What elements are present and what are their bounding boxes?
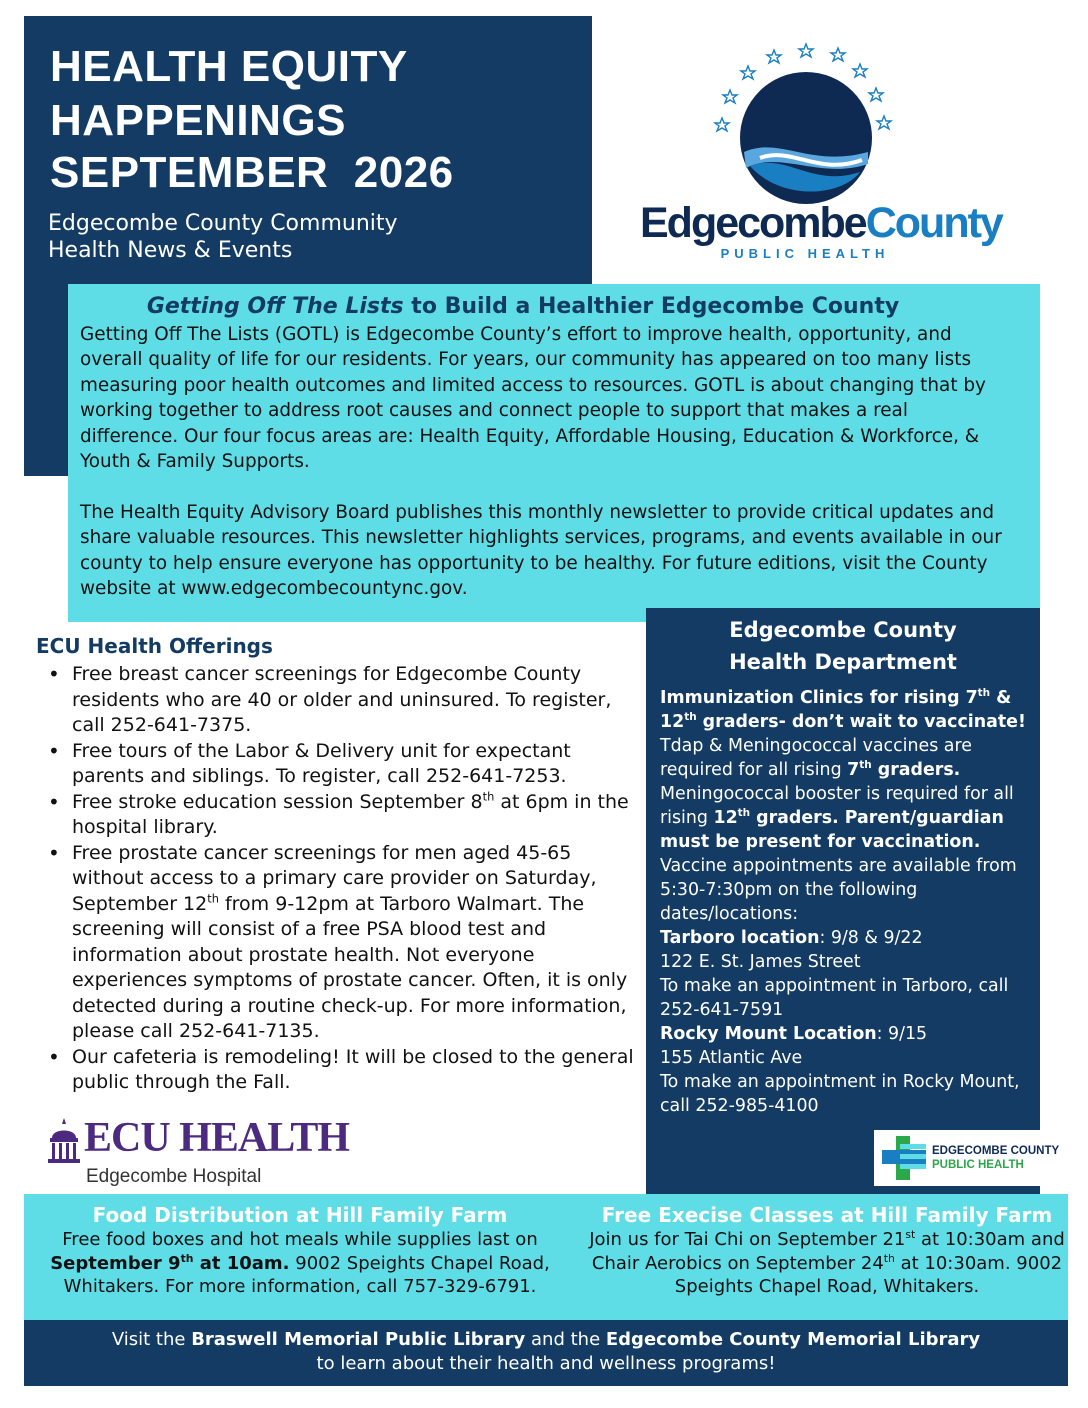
rocky-mount-address: 155 Atlantic Ave [660,1048,803,1068]
intro-section [68,284,1040,622]
ecu-cupola-icon [44,1116,84,1166]
intro-paragraph-newsletter: The Health Equity Advisory Board publishes this monthly newsletter to provide critical updates and share valuable resources. This newsletter highlights services, programs, and events available in our county to help ensure everyone has opportunity to be healthy. For future editions, visit the County website at www.edgecombecountync.gov. [80,502,1002,600]
newsletter-subtitle-line-2: Health News & Events [48,238,293,263]
badge-text: EDGECOMBE COUNTY PUBLIC HEALTH [932,1145,1060,1171]
list-item: • Free prostate cancer screenings for men aged 45-65 without access to a primary care provider on Saturday, September 12th from 9-12pm at Tarboro Walmart. The screening will consist of a free PSA blood test and information about prostate health. Not everyone experiences symptoms of prostate cancer. Often, it is only detected during a routine check-up. For more information, please call 252-641-7135. [44,841,644,1045]
tarboro-phone: To make an appointment in Tarboro, call 252-641-7591 [660,976,1009,1020]
list-item: • Free breast cancer screenings for Edgecombe County residents who are 40 or older and uninsured. To register, call 252-641-7375. [44,662,644,739]
appointment-info: Vaccine appointments are available from 5:30-7:30pm on the following dates/locations: [660,856,1017,924]
list-item: • Free stroke education session September 8th at 6pm in the hospital library. [44,790,644,841]
newsletter-title-line-3: SEPTEMBER 2026 [50,148,454,197]
immunization-clinic-heading: Immunization Clinics for rising 7th & 12th graders- don’t wait to vaccinate! [660,687,1026,732]
rocky-mount-phone: To make an appointment in Rocky Mount, call 252-985-4100 [660,1072,1020,1116]
ecu-logo-subtitle: Edgecombe Hospital [86,1166,262,1187]
library-footer [24,1320,1068,1386]
food-distribution-text: Free food boxes and hot meals while supplies last on September 9th at 10am. 9002 Speights Chapel Road, Whitakers. For more information, call 757-329-6791. [50,1229,550,1297]
edgecombe-public-health-badge [874,1130,1064,1186]
health-department-body [660,686,1036,1118]
health-department-section [646,608,1040,1196]
list-item: • Free tours of the Labor & Delivery unit for expectant parents and siblings. To register, call 252-641-7253. [44,739,644,790]
ecu-logo-text: ECU HEALTH [84,1115,350,1161]
tarboro-location: Tarboro location: 9/8 & 9/22 [660,928,923,948]
newsletter-title-line-2: HAPPENINGS [50,96,346,145]
list-item: • Our cafeteria is remodeling! It will be closed to the general public through the Fall. [44,1045,644,1096]
intro-paragraph-gotl: Getting Off The Lists (GOTL) is Edgecombe County’s effort to improve health, opportunity, and overall quality of life for our residents. For years, our community has appeared on too many lists measuring poor health outcomes and limited access to resources. GOTL is about changing that by working together to address root causes and connect people to support that makes a real difference. Our four focus areas are: Health Equity, Affordable Housing, Education & Workforce, & Youth & Family Supports. [80,324,986,473]
health-department-heading: Edgecombe County Health Department [729,618,957,674]
logo-tagline: PUBLIC HEALTH [720,246,890,261]
health-cross-icon [878,1134,932,1182]
rocky-mount-location: Rocky Mount Location: 9/15 [660,1024,928,1044]
exercise-classes-heading: Free Execise Classes at Hill Family Farm [601,1203,1053,1227]
food-distribution-section [30,1202,570,1299]
exercise-classes-text: Join us for Tai Chi on September 21st at 10:30am and Chair Aerobics on September 24th at 10:30am. 9002 Speights Chapel Road, Whitakers. [589,1228,1065,1297]
logo-emblem-icon [700,40,920,210]
food-distribution-heading: Food Distribution at Hill Family Farm [92,1203,508,1227]
footer-line-1: Visit the Braswell Memorial Public Library and the Edgecombe County Memorial Library [111,1329,981,1350]
ecu-offerings-list [44,662,644,1096]
footer-line-2: to learn about their health and wellness programs! [316,1353,776,1374]
ecu-section-heading: ECU Health Offerings [36,634,273,658]
newsletter-title-line-1: HEALTH EQUITY [50,42,408,91]
vaccine-requirement: Tdap & Meningococcal vaccines are required for all rising 7th graders. [660,736,972,780]
ecu-health-logo [44,1114,364,1192]
intro-heading: Getting Off The Lists to Build a Healthier Edgecombe County [146,294,900,319]
logo-wordmark: EdgecombeCounty [640,199,1002,247]
exercise-classes-section [588,1202,1066,1299]
booster-requirement: Meningococcal booster is required for all rising 12th graders. Parent/guardian must be present for vaccination. [660,784,1014,852]
edgecombe-public-health-logo [640,40,1002,270]
newsletter-subtitle-line-1: Edgecombe County Community [48,211,398,236]
tarboro-address: 122 E. St. James Street [660,952,861,972]
